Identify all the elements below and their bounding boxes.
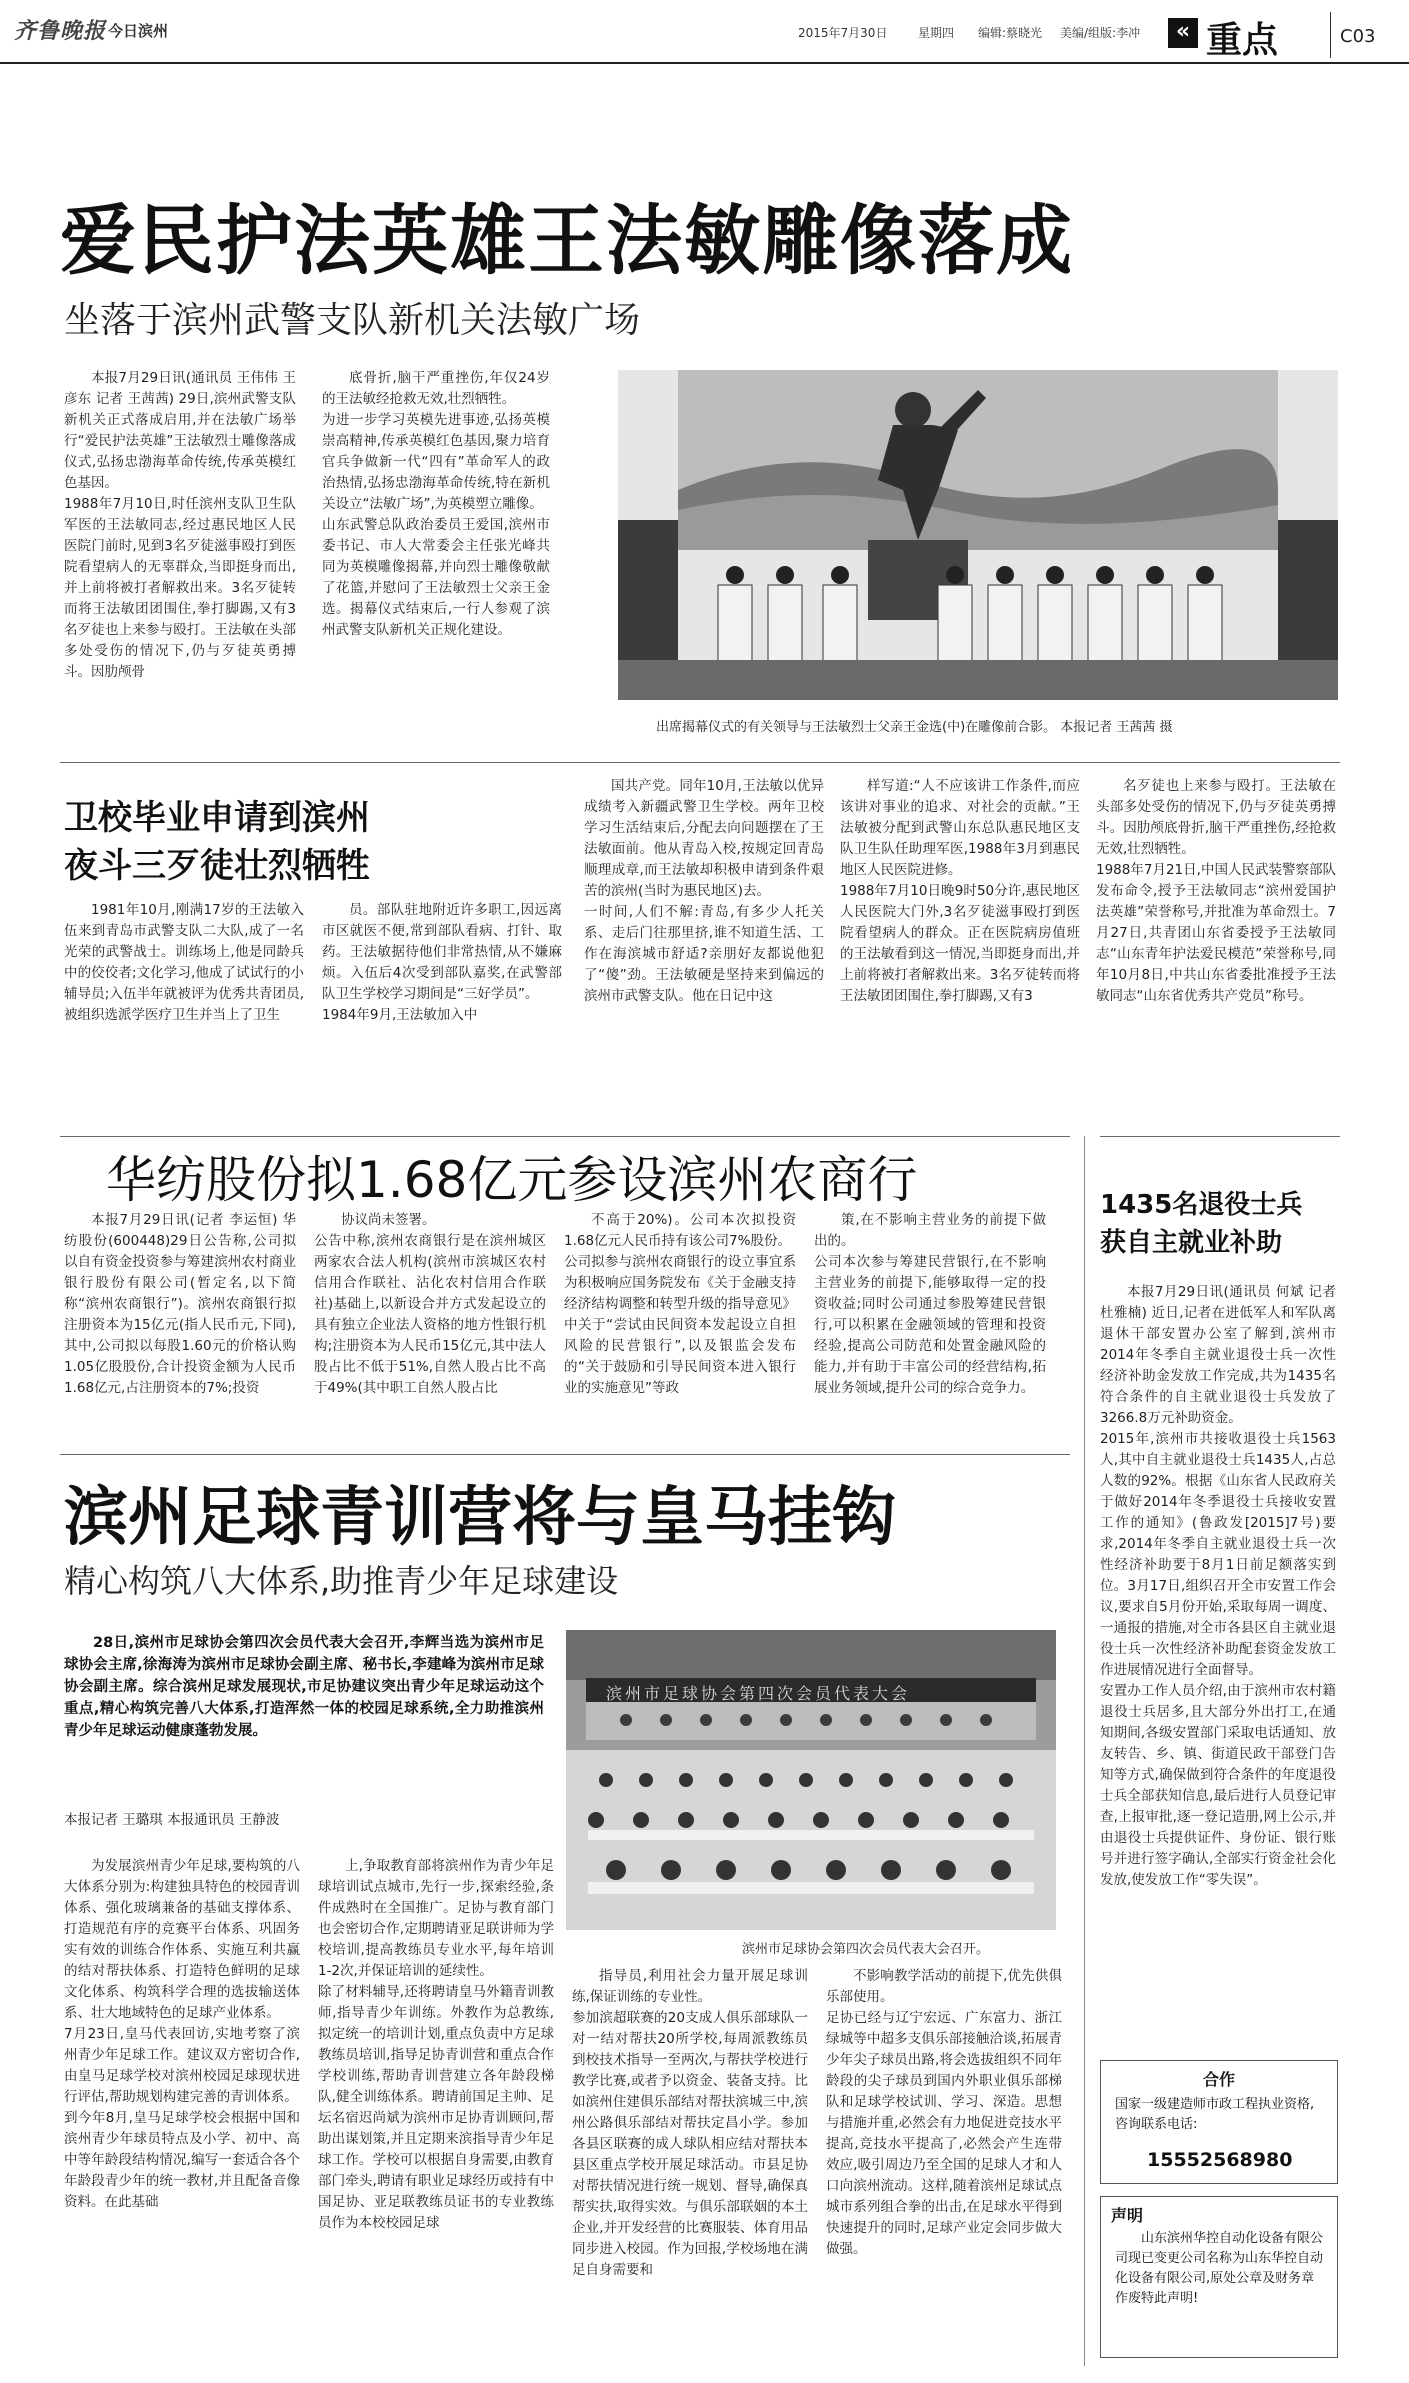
sidebar-top-rule (1100, 1136, 1340, 1137)
article3-col3 (564, 1210, 796, 1442)
article2-col2-text: 员。部队驻地附近许多职工,因远离市区就医不便,常到部队看病、打针、取药。王法敏据待他们非常热情,从不嫌麻烦。入伍后4次受到部队嘉奖,在武警部队卫生学校学习期间是“三好学员”。 1984年9月,王法敏加入中 (322, 902, 562, 1023)
article4-lead (64, 1632, 544, 1802)
article2-col4-text: 样写道:“人不应该讲工作条件,而应该讲对事业的追求、对社会的贡献。”王法敏被分配到武警山东总队惠民地区支队卫生队任助理军医,1988年3月到惠民地区人民医院进修。 1988年7月10日晚9时50分许,惠民地区人民医院大门外,3名歹徒滋事殴打到医院看望病人的群众。正在医院病房值班的王法敏看到这一情况,当即挺身而出,并上前将被打者解救出来。3名歹徒转而将王法敏团团围住,拳打脚踢,又有3 (840, 778, 1080, 1004)
article1-photo (618, 370, 1338, 700)
article4-col4-text: 不影响教学活动的前提下,优先供俱乐部使用。 足协已经与辽宁宏远、广东富力、浙江绿城等中超多支俱乐部接触洽谈,拓展青少年尖子球员出路,将会选拔组织不同年龄段的尖子球员到国内外职业俱乐部梯队和足球学校试训、学习、深造。思想与措施并重,必然会有力地促进竞技水平提高,竞技水平提高了,必然会产生连带效应,吸引周边乃至全国的足球人才和人口向滨州流动。这样,随着滨州足球试点城市系列组合拳的出击,在足球水平得到快速提升的同时,足球产业定会同步做大做强。 (826, 1968, 1062, 2257)
cooperation-ad (1100, 2060, 1338, 2184)
issue-weekday: 星期四 (918, 26, 955, 40)
article4-photo (566, 1630, 1056, 1930)
article3-col3-text: 不高于20%)。公司本次拟投资1.68亿元人民币持有该公司7%股份。 公司拟参与滨州农商银行的设立事宜系为积极响应国务院发布《关于金融支持经济结构调整和转型升级的指导意见》中关于“尝试由民间资本发起设立自担风险的民营银行”,以及银监会发布的“关于鼓励和引导民间资本进入银行业的实施意见”等政 (564, 1212, 796, 1396)
article3-col1-text: 本报7月29日讯(记者 李运恒) 华纺股份(600448)29日公告称,公司拟以自有资金投资参与筹建滨州农村商业银行股份有限公司(暂定名,以下简称“滨州农商银行”)。滨州农商银行拟注册资本为15亿元(指人民币元,下同),其中,公司拟以每股1.60元的价格认购1.05亿股股份,合计投资金额为人民币1.68亿元,占注册资本的7%;投资 (64, 1212, 296, 1396)
article4-col3 (572, 1966, 808, 2356)
editor-credit: 编辑:蔡晓光 (978, 26, 1043, 40)
masthead-rule (0, 62, 1409, 64)
statement-ad (1100, 2196, 1338, 2358)
article3-col2-text: 协议尚未签署。 公告中称,滨州农商银行是在滨州城区两家农合法人机构(滨州市滨城区农村信用合作联社、沾化农村信用合作联社)基础上,以新设合并方式发起设立的具有独立企业法人资格的地方性银行机构;注册资本为人民币15亿元,其中法人股占比不低于51%,自然人股占比不高于49%(其中职工自然人股占比 (314, 1212, 546, 1396)
article4-col2-text: 上,争取教育部将滨州作为青少年足球培训试点城市,先行一步,探索经验,条件成熟时在全国推广。足协与教育部门也会密切合作,定期聘请亚足联讲师为学校培训,提高教练员专业水平,每年培训1-2次,并保证培训的延续性。 除了材料辅导,还将聘请皇马外籍青训教师,指导青少年训练。外教作为总教练,拟定统一的培训计划,重点负责中方足球教练员培训,指导足协青训营和重点合作学校训练,帮助青训营建立各年龄段梯队,健全训练体系。聘请前国足主帅、足坛名宿迟尚斌为滨州市足协青训顾问,帮助出谋划策,并且定期来滨指导青少年足球工作。学校可以根据自身需要,由教育部门牵头,聘请有职业足球经历或持有中国足协、亚足联教练员证书的专业教练员作为本校校园足球 (318, 1858, 554, 2231)
cooperation-text: 国家一级建造师市政工程执业资格,咨询联系电话: (1115, 2097, 1315, 2132)
article2-col5-text: 名歹徒也上来参与殴打。王法敏在头部多处受伤的情况下,仍与歹徒英勇搏斗。因肋颅底骨折,脑干严重挫伤,经抢救无效,壮烈牺牲。 1988年7月21日,中国人民武装警察部队发布命令,授予王法敏同志“滨州爱国护法英雄”荣誉称号,并批准为革命烈士。7月27日,共青团山东省委授予王法敏同志“山东青年护法爱民模范”荣誉称号,同年10月8日,中共山东省委批准授予王法敏同志“山东省优秀共产党员”称号。 (1096, 778, 1336, 1004)
sidebar-divider (1084, 1136, 1085, 2366)
article3-col2 (314, 1210, 546, 1442)
sidebar-headline-line1: 1435名退役士兵 (1100, 1190, 1303, 1220)
statue-group-photo (618, 370, 1338, 700)
cooperation-title: 合作 (1202, 2070, 1235, 2089)
article4-col3-text: 指导员,利用社会力量开展足球训练,保证训练的专业性。 参加滨超联赛的20支成人俱乐部球队一对一结对帮扶20所学校,每周派教练员到校技术指导一至两次,与帮扶学校进行教学比赛,或者予以资金、装备支持。比如滨州住建俱乐部结对帮扶滨城三中,滨州公路俱乐部结对帮扶定昌小学。参加各县区联赛的成人球队相应结对帮扶本县区重点学校开展足球活动。市县足协对帮扶情况进行统一规划、督导,确保真帮实扶,取得实效。与俱乐部联姻的本土企业,并开发经营的比赛服装、体育用品同步进入校园。作为回报,学校场地在满足自身需要和 (572, 1968, 808, 2278)
rule-a3-bottom (60, 1454, 1070, 1455)
article2-col4 (840, 776, 1080, 1122)
article2-col3-text: 国共产党。同年10月,王法敏以优异成绩考入新疆武警卫生学校。两年卫校学习生活结束后,分配去向问题摆在了王法敏面前。他从青岛入校,按规定回青岛顺理成章,而王法敏却积极申请到条件艰苦的滨州(当时为惠民地区)去。 一时间,人们不解:青岛,有多少人托关系、走后门往那里挤,谁不知道生活、工作在海滨城市舒适?亲朋好友都说他犯了“傻”劲。王法敏硬是坚持来到偏远的滨州市武警支队。他在日记中这 (584, 778, 824, 1004)
article1-col1-text: 本报7月29日讯(通讯员 王伟伟 王彦东 记者 王茜茜) 29日,滨州武警支队新机关正式落成启用,并在法敏广场举行“爱民护法英雄”王法敏烈士雕像落成仪式,弘扬忠渤海革命传统,传承英模红色基因。 1988年7月10日,时任滨州支队卫生队军医的王法敏同志,经过惠民地区人民医院门前时,见到3名歹徒滋事殴打到医院看望病人的无辜群众,当即挺身而出,并上前将被打者解救出来。3名歹徒转而将王法敏团团围住,拳打脚踢,又有3名歹徒也上来参与殴打。王法敏在头部多处受伤的情况下,仍与歹徒英勇搏斗。因肋颅骨 (64, 370, 296, 680)
rule-a2-bottom (60, 1136, 1070, 1137)
statement-text: 山东滨州华控自动化设备有限公司现已变更公司名称为山东华控自动化设备有限公司,原处公章及财务章作废特此声明! (1115, 2231, 1324, 2306)
article3-col4 (814, 1210, 1046, 1442)
page-number: C03 (1340, 26, 1376, 47)
article4-subhead: 精心构筑八大体系,助推青少年足球建设 (64, 1562, 619, 1600)
masthead-divider (1330, 12, 1331, 58)
conference-hall-photo (566, 1630, 1056, 1930)
article3-col1 (64, 1210, 296, 1442)
article4-col2 (318, 1856, 554, 2356)
article4-col1-text: 为发展滨州青少年足球,要构筑的八大体系分别为:构建独具特色的校园青训体系、强化玻璃兼备的基础支撑体系、打造规范有序的竞赛平台体系、巩固务实有效的训练合作体系、实施互利共赢的结对帮扶体系、打造特色鲜明的足球文化体系、构筑科学合理的选拔输送体系、壮大地域特色的足球产业体系。 7月23日,皇马代表回访,实地考察了滨州青少年足球工作。建议双方密切合作,由皇马足球学校对滨州校园足球现状进行评估,帮助规划构建完善的青训体系。 到今年8月,皇马足球学校会根据中国和滨州青少年球员特点及小学、初中、高中等年龄段结构情况,编写一套适合各个年龄段青少年的统一教材,并且配备音像资料。在此基础 (64, 1858, 300, 2210)
article2-col5 (1096, 776, 1336, 1122)
article3-col4-text: 策,在不影响主营业务的前提下做出的。 公司本次参与筹建民营银行,在不影响主营业务的前提下,能够取得一定的投资收益;同时公司通过参股筹建民营银行,可以积累在金融领域的管理和投资经验,提高公司防范和处置金融风险的能力,并有助于丰富公司的经营结构,拓展业务领域,提升公司的综合竞争力。 (814, 1212, 1046, 1396)
conference-banner-text: 滨州市足球协会第四次会员代表大会 (606, 1684, 911, 1703)
article4-byline: 本报记者 王璐琪 本报通讯员 王静波 (64, 1812, 280, 1828)
article4-col1 (64, 1856, 300, 2356)
article2-col2 (322, 900, 562, 1122)
sidebar-body (1100, 1282, 1336, 2042)
article2-col3 (584, 776, 824, 1122)
article4-headline: 滨州足球青训营将与皇马挂钩 (64, 1481, 896, 1555)
section-chevron-icon: « (1168, 18, 1198, 48)
article1-photo-caption: 出席揭幕仪式的有关领导与王法敏烈士父亲王金选(中)在雕像前合影。 本报记者 王茜茜 摄 (656, 720, 1173, 735)
article4-col4 (826, 1966, 1062, 2356)
statement-title: 声明 (1111, 2206, 1144, 2225)
article4-photo-caption: 滨州市足球协会第四次会员代表大会召开。 (742, 1942, 990, 1957)
article2-headline-line1: 卫校毕业申请到滨州 (64, 798, 370, 838)
article3-headline: 华纺股份拟1.68亿元参设滨州农商行 (106, 1151, 918, 1209)
article2-col1 (64, 900, 304, 1122)
sidebar-headline-line2: 获自主就业补助 (1100, 1228, 1283, 1258)
cooperation-phone: 15552568980 (1147, 2149, 1293, 2171)
article2-col1-text: 1981年10月,刚满17岁的王法敏入伍来到青岛市武警支队二大队,成了一名光荣的武警战士。训练场上,他是同龄兵中的佼佼者;文化学习,他成了试试行的小辅导员;入伍半年就被评为优秀共青团员,被组织选派学医疗卫生并当上了卫生 (64, 902, 304, 1023)
article1-col1 (64, 368, 296, 744)
paper-logo: 齐鲁晚报 (14, 18, 107, 44)
section-title: 重点 (1206, 20, 1279, 61)
designer-credit: 美编/组版:李冲 (1060, 26, 1141, 40)
article4-lead-text: 28日,滨州市足球协会第四次会员代表大会召开,李辉当选为滨州市足球协会主席,徐海涛为滨州市足球协会副主席、秘书长,李建峰为滨州市足球协会副主席。综合滨州足球发展现状,市足协建议突出青少年足球运动这个重点,精心构筑完善八大体系,打造浑然一体的校园足球系统,全力助推滨州青少年足球运动健康蓬勃发展。 (64, 1635, 544, 1739)
rule-a1-bottom (60, 762, 1340, 763)
article2-headline-line2: 夜斗三歹徒壮烈牺牲 (64, 846, 370, 886)
article1-col2-text: 底骨折,脑干严重挫伤,年仅24岁的王法敏经抢救无效,壮烈牺牲。 为进一步学习英模先进事迹,弘扬英模崇高精神,传承英模红色基因,聚力培育官兵争做新一代“四有”革命军人的政治热情,弘扬忠渤海革命传统,特在新机关设立“法敏广场”,为英模塑立雕像。 山东武警总队政治委员王爱国,滨州市委书记、市人大常委会主任张光峰共同为英模雕像揭幕,并向烈士雕像敬献了花篮,并慰问了王法敏烈士父亲王金选。揭幕仪式结束后,一行人参观了滨州武警支队新机关正规化建设。 (322, 370, 550, 638)
issue-date: 2015年7月30日 (798, 26, 888, 40)
section-name: 今日滨州 (108, 22, 169, 40)
sidebar-body-text: 本报7月29日讯(通讯员 何斌 记者 杜雅楠) 近日,记者在进低军人和军队离退休干部安置办公室了解到,滨州市2014年冬季自主就业退役士兵一次性经济补助金发放工作完成,共为1435名符合条件的自主就业退役士兵发放了3266.8万元补助资金。 2015年,滨州市共接收退役士兵1563人,其中自主就业退役士兵1435人,占总人数的92%。根据《山东省人民政府关于做好2014年冬季退役士兵接收安置工作的通知》(鲁政发[2015]7号)要求,2014年冬季自主就业退役士兵一次性经济补助要于8月1日前足额落实到位。3月17日,组织召开全市安置工作会议,要求自5月份开始,采取每周一调度、一通报的措施,对全市各县区自主就业退役士兵一次性经济补助配套资金发放工作进展情况进行全面督导。 安置办工作人员介绍,由于滨州市农村籍退役士兵居多,且大部分外出打工,在通知期间,各级安置部门采取电话通知、放友转告、乡、镇、街道民政干部登门告知等方式,确保做到符合条件的年度退役士兵全部获知信息,最后进行人员登记审查,上报审批,逐一登记造册,网上公示,并由退役士兵提供证件、身份证、银行账号并进行签字确认,全部实行资金社会化发放,使发放工作“零失误”。 (1100, 1284, 1336, 1888)
article1-subhead: 坐落于滨州武警支队新机关法敏广场 (64, 300, 641, 341)
masthead (0, 0, 1409, 80)
article1-col2 (322, 368, 550, 744)
article1-headline: 爱民护法英雄王法敏雕像落成 (60, 196, 1074, 285)
